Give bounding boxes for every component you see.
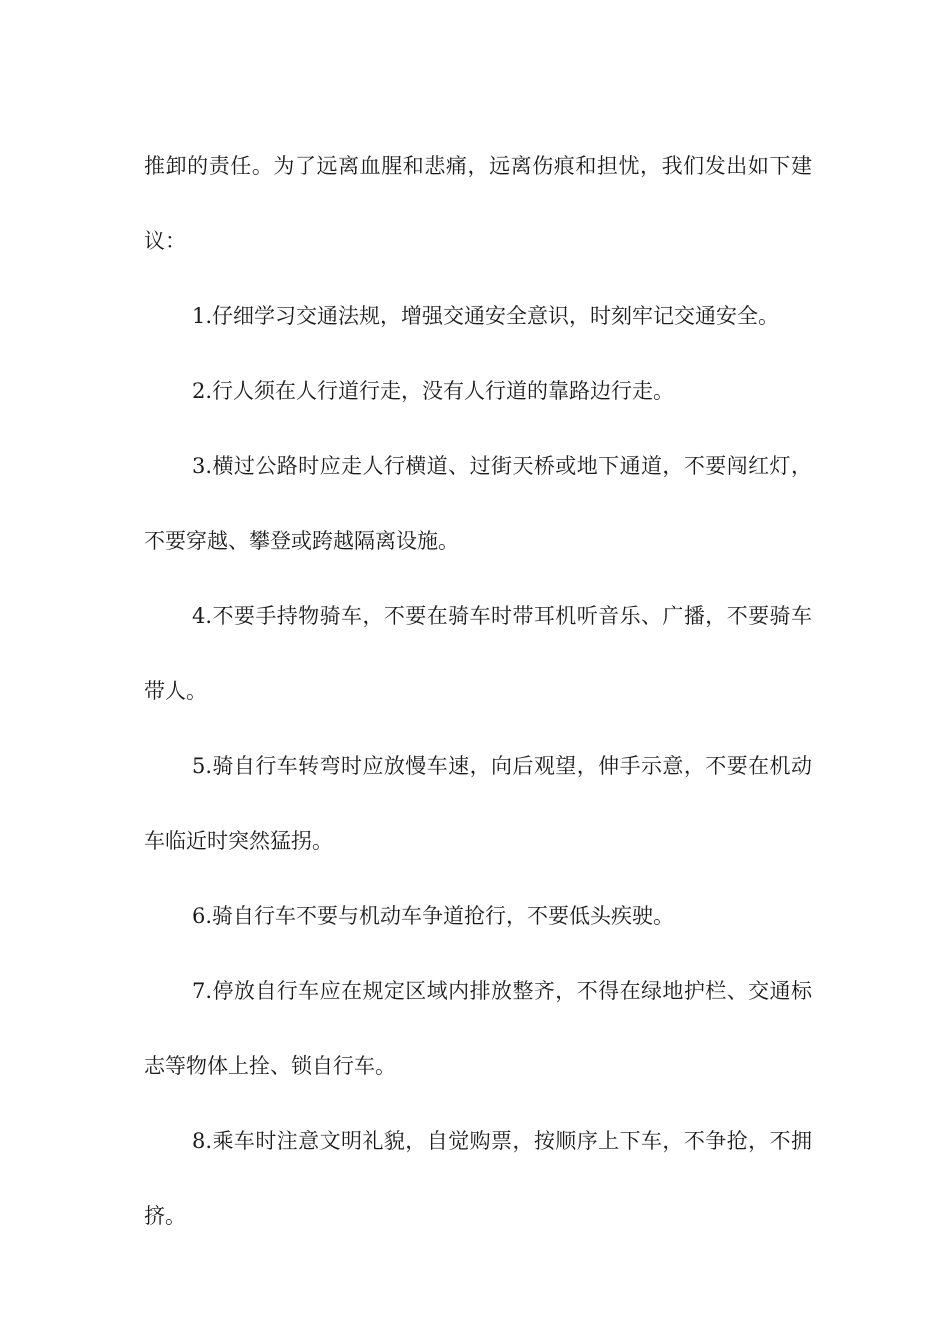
suggestion-item-5: 5.骑自行车转弯时应放慢车速，向后观望，伸手示意，不要在机动车临近时突然猛拐。 xyxy=(144,754,812,853)
suggestion-item-1: 1.仔细学习交通法规，增强交通安全意识，时刻牢记交通安全。 xyxy=(192,304,780,328)
suggestion-item-2: 2.行人须在人行道行走，没有人行道的靠路边行走。 xyxy=(192,379,675,403)
suggestion-item-7: 7.停放自行车应在规定区域内排放整齐，不得在绿地护栏、交通标志等物体上拴、锁自行车。 xyxy=(144,979,812,1078)
document-body xyxy=(144,129,812,1254)
suggestion-item-8: 8.乘车时注意文明礼貌，自觉购票，按顺序上下车，不争抢，不拥挤。 xyxy=(144,1129,812,1228)
suggestion-item-4: 4.不要手持物骑车，不要在骑车时带耳机听音乐、广播，不要骑车带人。 xyxy=(144,604,812,703)
suggestion-item-6: 6.骑自行车不要与机动车争道抢行，不要低头疾驶。 xyxy=(192,904,675,928)
suggestion-item-3: 3.横过公路时应走人行横道、过街天桥或地下通道，不要闯红灯，不要穿越、攀登或跨越隔离设施。 xyxy=(144,454,812,553)
paragraph-continuation: 推卸的责任。为了远离血腥和悲痛，远离伤痕和担忧，我们发出如下建议： xyxy=(144,154,812,253)
